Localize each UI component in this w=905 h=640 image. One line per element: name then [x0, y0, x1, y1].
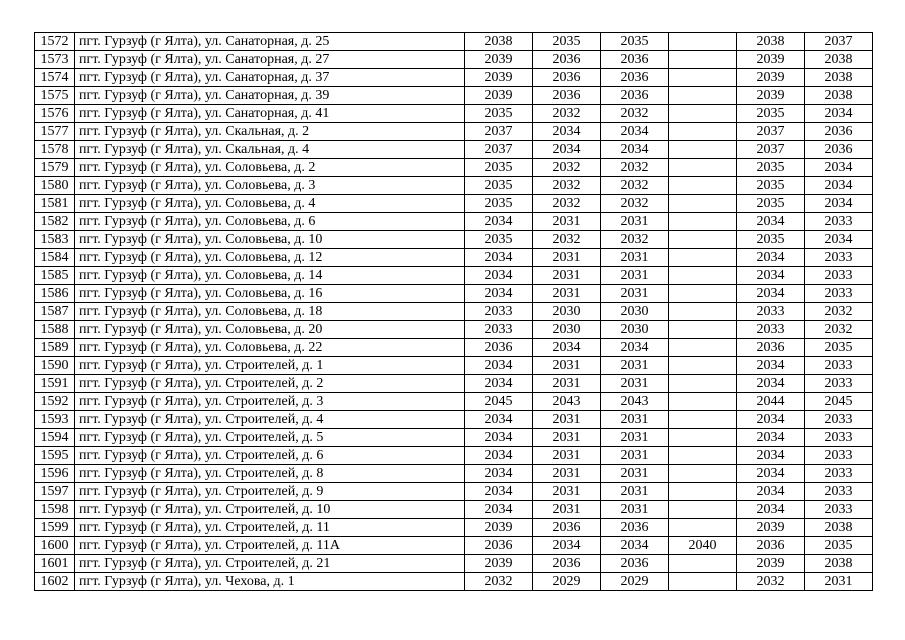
- year-cell-1: 2035: [465, 105, 533, 123]
- row-number: 1598: [35, 501, 75, 519]
- table-row: [35, 573, 873, 591]
- year-cell-2: 2032: [533, 195, 601, 213]
- address-cell: пгт. Гурзуф (г Ялта), ул. Строителей, д. 9: [75, 483, 465, 501]
- year-cell-6: 2033: [805, 429, 873, 447]
- table-row: [35, 285, 873, 303]
- year-cell-4: [669, 177, 737, 195]
- year-cell-3: 2031: [601, 483, 669, 501]
- year-cell-5: 2039: [737, 555, 805, 573]
- year-cell-2: 2030: [533, 303, 601, 321]
- year-cell-2: 2031: [533, 447, 601, 465]
- year-cell-5: 2034: [737, 249, 805, 267]
- row-number: 1577: [35, 123, 75, 141]
- year-cell-1: 2033: [465, 303, 533, 321]
- table-row: [35, 303, 873, 321]
- year-cell-1: 2035: [465, 195, 533, 213]
- year-cell-5: 2035: [737, 159, 805, 177]
- table-row: [35, 339, 873, 357]
- year-cell-2: 2031: [533, 213, 601, 231]
- year-cell-2: 2034: [533, 339, 601, 357]
- year-cell-6: 2033: [805, 411, 873, 429]
- year-cell-5: 2035: [737, 105, 805, 123]
- year-cell-4: [669, 195, 737, 213]
- year-cell-5: 2034: [737, 357, 805, 375]
- year-cell-3: 2035: [601, 33, 669, 51]
- year-cell-6: 2033: [805, 375, 873, 393]
- year-cell-5: 2035: [737, 195, 805, 213]
- year-cell-6: 2033: [805, 267, 873, 285]
- year-cell-2: 2032: [533, 105, 601, 123]
- year-cell-1: 2037: [465, 123, 533, 141]
- year-cell-6: 2034: [805, 159, 873, 177]
- year-cell-6: 2032: [805, 321, 873, 339]
- address-cell: пгт. Гурзуф (г Ялта), ул. Строителей, д. 8: [75, 465, 465, 483]
- year-cell-2: 2031: [533, 249, 601, 267]
- year-cell-6: 2033: [805, 501, 873, 519]
- year-cell-2: 2036: [533, 51, 601, 69]
- year-cell-2: 2032: [533, 159, 601, 177]
- year-cell-2: 2036: [533, 87, 601, 105]
- year-cell-6: 2037: [805, 33, 873, 51]
- year-cell-5: 2033: [737, 321, 805, 339]
- row-number: 1586: [35, 285, 75, 303]
- year-cell-4: [669, 429, 737, 447]
- year-cell-3: 2036: [601, 69, 669, 87]
- year-cell-3: 2031: [601, 213, 669, 231]
- year-cell-2: 2031: [533, 267, 601, 285]
- table-row: [35, 51, 873, 69]
- address-cell: пгт. Гурзуф (г Ялта), ул. Строителей, д. 11: [75, 519, 465, 537]
- row-number: 1574: [35, 69, 75, 87]
- year-cell-5: 2034: [737, 465, 805, 483]
- year-cell-6: 2038: [805, 87, 873, 105]
- table-row: [35, 87, 873, 105]
- table-row: [35, 69, 873, 87]
- row-number: 1583: [35, 231, 75, 249]
- year-cell-3: 2032: [601, 231, 669, 249]
- year-cell-5: 2036: [737, 537, 805, 555]
- year-cell-3: 2031: [601, 285, 669, 303]
- year-cell-4: [669, 141, 737, 159]
- year-cell-2: 2035: [533, 33, 601, 51]
- year-cell-2: 2031: [533, 429, 601, 447]
- year-cell-4: [669, 573, 737, 591]
- row-number: 1580: [35, 177, 75, 195]
- year-cell-2: 2029: [533, 573, 601, 591]
- address-cell: пгт. Гурзуф (г Ялта), ул. Санаторная, д. 25: [75, 33, 465, 51]
- year-cell-4: [669, 447, 737, 465]
- year-cell-5: 2034: [737, 375, 805, 393]
- year-cell-4: [669, 159, 737, 177]
- year-cell-5: 2039: [737, 69, 805, 87]
- year-cell-3: 2031: [601, 447, 669, 465]
- year-cell-1: 2039: [465, 51, 533, 69]
- year-cell-1: 2039: [465, 87, 533, 105]
- address-cell: пгт. Гурзуф (г Ялта), ул. Строителей, д. 11А: [75, 537, 465, 555]
- row-number: 1573: [35, 51, 75, 69]
- address-cell: пгт. Гурзуф (г Ялта), ул. Строителей, д. 4: [75, 411, 465, 429]
- year-cell-4: [669, 393, 737, 411]
- year-cell-3: 2031: [601, 267, 669, 285]
- year-cell-3: 2031: [601, 411, 669, 429]
- year-cell-6: 2033: [805, 213, 873, 231]
- year-cell-6: 2045: [805, 393, 873, 411]
- year-cell-2: 2031: [533, 465, 601, 483]
- address-cell: пгт. Гурзуф (г Ялта), ул. Строителей, д. 6: [75, 447, 465, 465]
- address-cell: пгт. Гурзуф (г Ялта), ул. Соловьева, д. 10: [75, 231, 465, 249]
- row-number: 1593: [35, 411, 75, 429]
- year-cell-4: [669, 321, 737, 339]
- year-cell-6: 2033: [805, 483, 873, 501]
- year-cell-4: [669, 267, 737, 285]
- year-cell-1: 2032: [465, 573, 533, 591]
- row-number: 1599: [35, 519, 75, 537]
- year-cell-5: 2035: [737, 177, 805, 195]
- year-cell-4: [669, 69, 737, 87]
- year-cell-2: 2032: [533, 231, 601, 249]
- year-cell-5: 2037: [737, 123, 805, 141]
- year-cell-3: 2031: [601, 465, 669, 483]
- year-cell-2: 2034: [533, 537, 601, 555]
- table-row: [35, 123, 873, 141]
- address-cell: пгт. Гурзуф (г Ялта), ул. Санаторная, д. 37: [75, 69, 465, 87]
- address-cell: пгт. Гурзуф (г Ялта), ул. Строителей, д. 21: [75, 555, 465, 573]
- year-cell-1: 2035: [465, 231, 533, 249]
- year-cell-3: 2034: [601, 141, 669, 159]
- year-cell-5: 2034: [737, 447, 805, 465]
- year-cell-6: 2034: [805, 177, 873, 195]
- year-cell-2: 2043: [533, 393, 601, 411]
- row-number: 1585: [35, 267, 75, 285]
- year-cell-3: 2036: [601, 519, 669, 537]
- year-cell-1: 2038: [465, 33, 533, 51]
- year-cell-5: 2039: [737, 51, 805, 69]
- table-row: [35, 447, 873, 465]
- year-cell-4: [669, 213, 737, 231]
- year-cell-3: 2029: [601, 573, 669, 591]
- address-cell: пгт. Гурзуф (г Ялта), ул. Строителей, д. 1: [75, 357, 465, 375]
- year-cell-6: 2036: [805, 141, 873, 159]
- year-cell-6: 2033: [805, 357, 873, 375]
- year-cell-1: 2045: [465, 393, 533, 411]
- address-cell: пгт. Гурзуф (г Ялта), ул. Соловьева, д. 3: [75, 177, 465, 195]
- year-cell-2: 2036: [533, 69, 601, 87]
- data-table: [34, 32, 873, 591]
- year-cell-2: 2032: [533, 177, 601, 195]
- year-cell-1: 2033: [465, 321, 533, 339]
- table-body: [35, 33, 873, 591]
- year-cell-1: 2035: [465, 177, 533, 195]
- year-cell-6: 2034: [805, 105, 873, 123]
- year-cell-4: [669, 87, 737, 105]
- year-cell-4: [669, 483, 737, 501]
- year-cell-6: 2038: [805, 69, 873, 87]
- year-cell-3: 2034: [601, 339, 669, 357]
- year-cell-3: 2043: [601, 393, 669, 411]
- row-number: 1590: [35, 357, 75, 375]
- address-cell: пгт. Гурзуф (г Ялта), ул. Санаторная, д. 41: [75, 105, 465, 123]
- year-cell-3: 2036: [601, 51, 669, 69]
- address-cell: пгт. Гурзуф (г Ялта), ул. Чехова, д. 1: [75, 573, 465, 591]
- year-cell-3: 2031: [601, 501, 669, 519]
- year-cell-5: 2034: [737, 411, 805, 429]
- table-row: [35, 33, 873, 51]
- row-number: 1601: [35, 555, 75, 573]
- table-row: [35, 177, 873, 195]
- year-cell-4: [669, 501, 737, 519]
- row-number: 1594: [35, 429, 75, 447]
- year-cell-6: 2038: [805, 519, 873, 537]
- year-cell-1: 2034: [465, 465, 533, 483]
- row-number: 1579: [35, 159, 75, 177]
- year-cell-1: 2039: [465, 69, 533, 87]
- year-cell-5: 2038: [737, 33, 805, 51]
- year-cell-4: [669, 105, 737, 123]
- table-row: [35, 555, 873, 573]
- year-cell-4: [669, 249, 737, 267]
- year-cell-5: 2034: [737, 267, 805, 285]
- table-row: [35, 105, 873, 123]
- table-row: [35, 159, 873, 177]
- year-cell-5: 2039: [737, 519, 805, 537]
- address-cell: пгт. Гурзуф (г Ялта), ул. Соловьева, д. 22: [75, 339, 465, 357]
- year-cell-6: 2035: [805, 537, 873, 555]
- year-cell-6: 2035: [805, 339, 873, 357]
- table-row: [35, 213, 873, 231]
- table-row: [35, 519, 873, 537]
- year-cell-4: [669, 411, 737, 429]
- year-cell-2: 2031: [533, 357, 601, 375]
- year-cell-1: 2039: [465, 555, 533, 573]
- year-cell-6: 2034: [805, 231, 873, 249]
- address-cell: пгт. Гурзуф (г Ялта), ул. Строителей, д. 2: [75, 375, 465, 393]
- row-number: 1578: [35, 141, 75, 159]
- year-cell-1: 2036: [465, 537, 533, 555]
- year-cell-4: [669, 231, 737, 249]
- year-cell-3: 2036: [601, 555, 669, 573]
- year-cell-1: 2034: [465, 357, 533, 375]
- address-cell: пгт. Гурзуф (г Ялта), ул. Соловьева, д. 14: [75, 267, 465, 285]
- address-cell: пгт. Гурзуф (г Ялта), ул. Соловьева, д. 20: [75, 321, 465, 339]
- year-cell-1: 2034: [465, 501, 533, 519]
- year-cell-4: [669, 375, 737, 393]
- year-cell-2: 2034: [533, 141, 601, 159]
- address-cell: пгт. Гурзуф (г Ялта), ул. Строителей, д. 10: [75, 501, 465, 519]
- year-cell-6: 2033: [805, 249, 873, 267]
- year-cell-3: 2032: [601, 195, 669, 213]
- year-cell-1: 2036: [465, 339, 533, 357]
- year-cell-4: [669, 33, 737, 51]
- year-cell-1: 2034: [465, 267, 533, 285]
- year-cell-6: 2034: [805, 195, 873, 213]
- address-cell: пгт. Гурзуф (г Ялта), ул. Соловьева, д. 4: [75, 195, 465, 213]
- year-cell-6: 2038: [805, 51, 873, 69]
- table-row: [35, 537, 873, 555]
- table-row: [35, 231, 873, 249]
- year-cell-2: 2036: [533, 519, 601, 537]
- address-cell: пгт. Гурзуф (г Ялта), ул. Санаторная, д. 27: [75, 51, 465, 69]
- row-number: 1591: [35, 375, 75, 393]
- year-cell-2: 2031: [533, 285, 601, 303]
- row-number: 1595: [35, 447, 75, 465]
- year-cell-2: 2034: [533, 123, 601, 141]
- year-cell-5: 2035: [737, 231, 805, 249]
- table-row: [35, 195, 873, 213]
- address-cell: пгт. Гурзуф (г Ялта), ул. Строителей, д. 3: [75, 393, 465, 411]
- year-cell-3: 2032: [601, 159, 669, 177]
- year-cell-4: [669, 339, 737, 357]
- year-cell-4: 2040: [669, 537, 737, 555]
- year-cell-4: [669, 123, 737, 141]
- row-number: 1597: [35, 483, 75, 501]
- year-cell-6: 2031: [805, 573, 873, 591]
- year-cell-2: 2031: [533, 483, 601, 501]
- row-number: 1588: [35, 321, 75, 339]
- table-row: [35, 141, 873, 159]
- table-row: [35, 267, 873, 285]
- address-cell: пгт. Гурзуф (г Ялта), ул. Скальная, д. 2: [75, 123, 465, 141]
- year-cell-3: 2032: [601, 105, 669, 123]
- year-cell-5: 2034: [737, 285, 805, 303]
- address-cell: пгт. Гурзуф (г Ялта), ул. Соловьева, д. 16: [75, 285, 465, 303]
- year-cell-5: 2034: [737, 213, 805, 231]
- year-cell-5: 2034: [737, 483, 805, 501]
- table-row: [35, 483, 873, 501]
- year-cell-6: 2038: [805, 555, 873, 573]
- year-cell-2: 2031: [533, 501, 601, 519]
- year-cell-1: 2039: [465, 519, 533, 537]
- table-row: [35, 249, 873, 267]
- year-cell-4: [669, 303, 737, 321]
- row-number: 1584: [35, 249, 75, 267]
- address-cell: пгт. Гурзуф (г Ялта), ул. Соловьева, д. 18: [75, 303, 465, 321]
- year-cell-5: 2034: [737, 429, 805, 447]
- table-row: [35, 321, 873, 339]
- row-number: 1589: [35, 339, 75, 357]
- year-cell-3: 2034: [601, 537, 669, 555]
- year-cell-3: 2031: [601, 249, 669, 267]
- year-cell-4: [669, 465, 737, 483]
- year-cell-3: 2032: [601, 177, 669, 195]
- row-number: 1596: [35, 465, 75, 483]
- year-cell-3: 2036: [601, 87, 669, 105]
- year-cell-4: [669, 519, 737, 537]
- row-number: 1575: [35, 87, 75, 105]
- address-cell: пгт. Гурзуф (г Ялта), ул. Соловьева, д. 6: [75, 213, 465, 231]
- year-cell-5: 2036: [737, 339, 805, 357]
- year-cell-3: 2031: [601, 357, 669, 375]
- year-cell-1: 2035: [465, 159, 533, 177]
- row-number: 1582: [35, 213, 75, 231]
- address-cell: пгт. Гурзуф (г Ялта), ул. Соловьева, д. 2: [75, 159, 465, 177]
- table-row: [35, 357, 873, 375]
- address-cell: пгт. Гурзуф (г Ялта), ул. Строителей, д. 5: [75, 429, 465, 447]
- year-cell-5: 2034: [737, 501, 805, 519]
- year-cell-4: [669, 51, 737, 69]
- year-cell-1: 2034: [465, 213, 533, 231]
- year-cell-3: 2031: [601, 375, 669, 393]
- year-cell-1: 2034: [465, 285, 533, 303]
- year-cell-2: 2031: [533, 411, 601, 429]
- year-cell-5: 2039: [737, 87, 805, 105]
- year-cell-6: 2036: [805, 123, 873, 141]
- year-cell-1: 2034: [465, 249, 533, 267]
- year-cell-1: 2034: [465, 411, 533, 429]
- year-cell-6: 2033: [805, 285, 873, 303]
- year-cell-4: [669, 555, 737, 573]
- year-cell-6: 2033: [805, 447, 873, 465]
- row-number: 1576: [35, 105, 75, 123]
- year-cell-1: 2037: [465, 141, 533, 159]
- table-row: [35, 429, 873, 447]
- row-number: 1581: [35, 195, 75, 213]
- table-row: [35, 393, 873, 411]
- address-cell: пгт. Гурзуф (г Ялта), ул. Соловьева, д. 12: [75, 249, 465, 267]
- table-row: [35, 375, 873, 393]
- year-cell-3: 2030: [601, 321, 669, 339]
- address-cell: пгт. Гурзуф (г Ялта), ул. Скальная, д. 4: [75, 141, 465, 159]
- table-row: [35, 411, 873, 429]
- year-cell-3: 2031: [601, 429, 669, 447]
- year-cell-4: [669, 285, 737, 303]
- year-cell-1: 2034: [465, 483, 533, 501]
- address-cell: пгт. Гурзуф (г Ялта), ул. Санаторная, д. 39: [75, 87, 465, 105]
- year-cell-2: 2036: [533, 555, 601, 573]
- year-cell-5: 2037: [737, 141, 805, 159]
- year-cell-3: 2034: [601, 123, 669, 141]
- year-cell-2: 2030: [533, 321, 601, 339]
- row-number: 1602: [35, 573, 75, 591]
- year-cell-5: 2033: [737, 303, 805, 321]
- year-cell-1: 2034: [465, 429, 533, 447]
- year-cell-4: [669, 357, 737, 375]
- row-number: 1587: [35, 303, 75, 321]
- row-number: 1600: [35, 537, 75, 555]
- table-row: [35, 465, 873, 483]
- year-cell-5: 2032: [737, 573, 805, 591]
- row-number: 1592: [35, 393, 75, 411]
- year-cell-3: 2030: [601, 303, 669, 321]
- year-cell-6: 2033: [805, 465, 873, 483]
- table-row: [35, 501, 873, 519]
- year-cell-6: 2032: [805, 303, 873, 321]
- year-cell-2: 2031: [533, 375, 601, 393]
- year-cell-5: 2044: [737, 393, 805, 411]
- year-cell-1: 2034: [465, 447, 533, 465]
- row-number: 1572: [35, 33, 75, 51]
- year-cell-1: 2034: [465, 375, 533, 393]
